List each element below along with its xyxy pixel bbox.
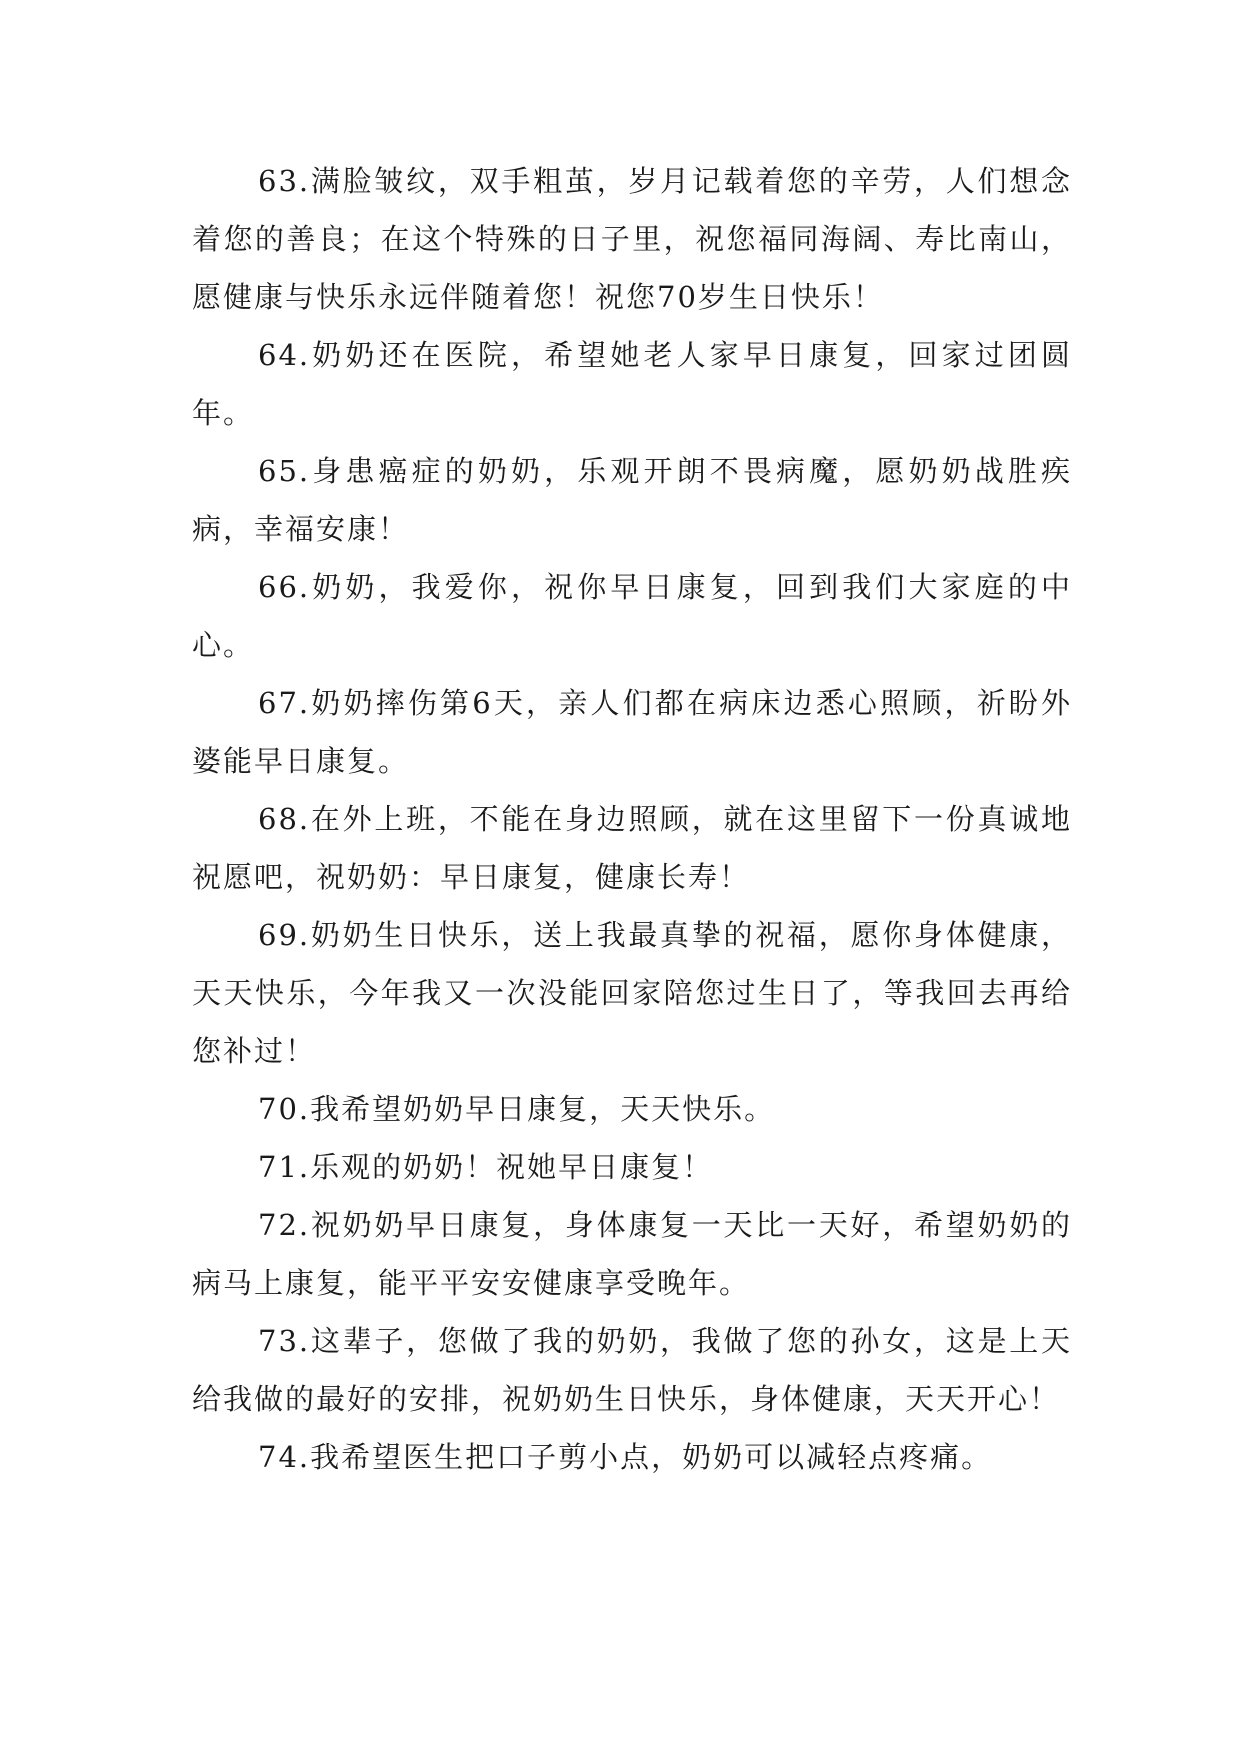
paragraph-65: 65.身患癌症的奶奶，乐观开朗不畏病魔，愿奶奶战胜疾病，幸福安康！	[192, 454, 1072, 546]
paragraph-73: 73.这辈子，您做了我的奶奶，我做了您的孙女，这是上天给我做的最好的安排，祝奶奶生日快乐，身体健康，天天开心！	[192, 1324, 1072, 1416]
paragraph-72: 72.祝奶奶早日康复，身体康复一天比一天好，希望奶奶的病马上康复，能平平安安健康享受晚年。	[192, 1208, 1072, 1300]
paragraph-66: 66.奶奶，我爱你，祝你早日康复，回到我们大家庭的中心。	[192, 570, 1072, 662]
paragraph-74: 74.我希望医生把口子剪小点，奶奶可以减轻点疼痛。	[258, 1440, 993, 1474]
paragraph-64: 64.奶奶还在医院，希望她老人家早日康复，回家过团圆年。	[192, 338, 1072, 430]
body-text	[192, 152, 1072, 1486]
paragraph-68: 68.在外上班，不能在身边照顾，就在这里留下一份真诚地祝愿吧，祝奶奶：早日康复，健康长寿！	[192, 802, 1072, 894]
paragraph-69: 69.奶奶生日快乐，送上我最真挚的祝福，愿你身体健康，天天快乐，今年我又一次没能回家陪您过生日了，等我回去再给您补过！	[192, 918, 1072, 1068]
paragraph-71: 71.乐观的奶奶！祝她早日康复！	[258, 1150, 714, 1184]
paragraph-67: 67.奶奶摔伤第6天，亲人们都在病床边悉心照顾，祈盼外婆能早日康复。	[192, 686, 1072, 778]
paragraph-70: 70.我希望奶奶早日康复，天天快乐。	[258, 1092, 776, 1126]
paragraph-63: 63.满脸皱纹，双手粗茧，岁月记载着您的辛劳，人们想念着您的善良；在这个特殊的日子里，祝您福同海阔、寿比南山，愿健康与快乐永远伴随着您！祝您70岁生日快乐！	[192, 164, 1072, 314]
